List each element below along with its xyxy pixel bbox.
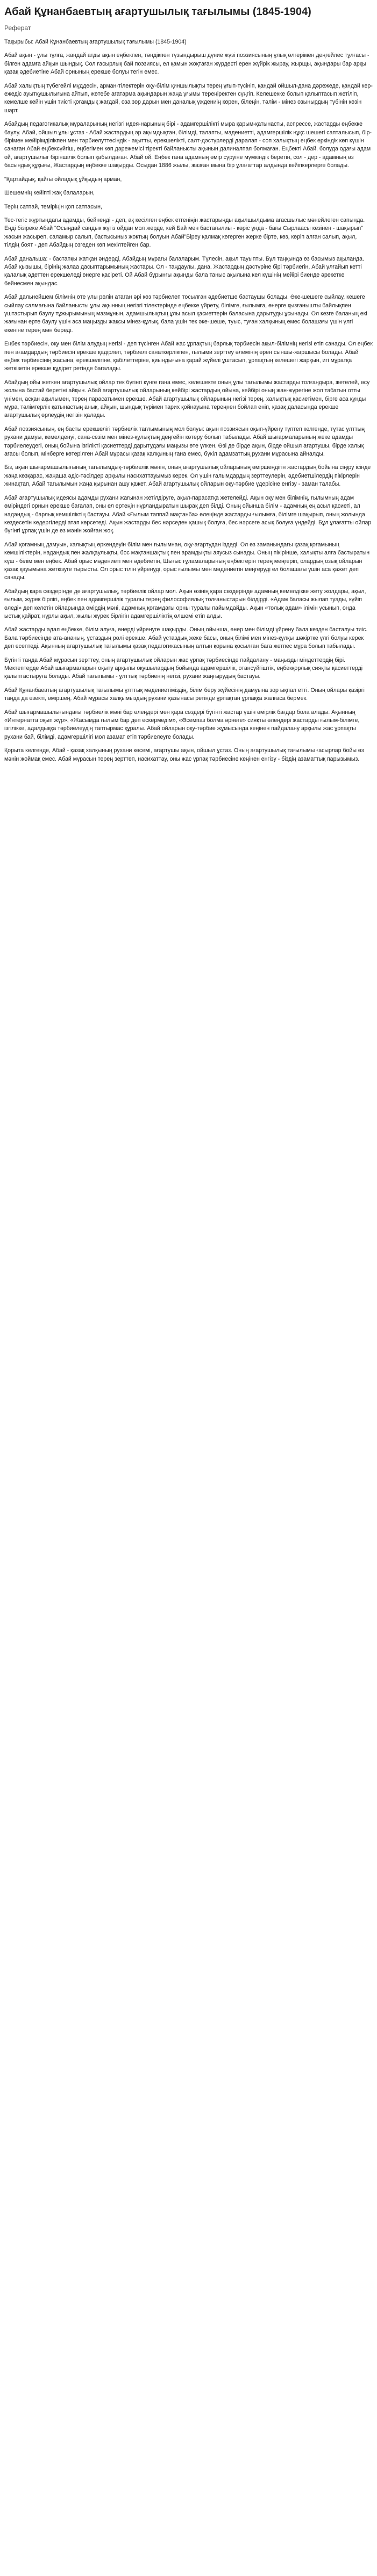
body-paragraph: Шешемнің кейіпті жақ балаларын, (4, 190, 95, 197)
body-paragraph: Абайдың қара сөздерінде де ағартушылық, тәрбиелік ойлар мол. Ақын өзінің қара сөздерінде адамның кемелдікке жету жолдары, ақыл, ғылым, жүрек бірлігі, еңбек пен адамгершілік туралы терең философиялық толғаныстарын білдірді. «Адам баласы жылап туады, күйіп өледі» деп келетін ойларында өмірдің мәні, адамның қоғамдағы орны туралы пайымдайды. Ақын «толық адам» ілімін ұсынып, онда ыстық қайрат, нұрлы ақыл, жылы жүрек бірлігін адамгершіліктің өлшемі етіп алды. (4, 588, 366, 619)
body-paragraph: "Қартайдық, қайғы ойладық ұйқыдың арман, (4, 176, 122, 183)
body-paragraph: Еңбек тәрбиесін, оқу мен білім алудың негізі - деп түсінген Абай жас ұрпақтың барлық тәрбиесін ақыл-білімнің негізі етіп санады. Ол еңбек пен ағамдардың тәрбиесін ерекше қадірлеп, тәрбиелі санаткерлікпен, ғылыми зерттеу әлемінің өрен сыншы-жаршысы болады. Абай еңбек тәрбиесінің жасына, ерекшелігіне, қабілеттеріне, қиындығына қарай жүйелі ұштасып, ұрпақтың келешегі жарқын, игі мұратқа жеткізетін ерекше құдірет ретінде бағалады. (4, 341, 373, 372)
body-paragraph: Абай дальнейшем білімнің өте ұлы рөлін атаған әрі көз тәрбиелеп тосылған әдебиетше бастаушы болады. Әке-шешеге сыйлау, кешеге сыйлау салмағына байланысты ұлы ақынның негізгі тілектерінде еңбекке үйрету, білімге, ғылымға, өнерге қызғанышты байлықпен үштастырып баулу тұжырымының мазмұнын, адамшылықтың ұлы асыл қасиеттерін баласына дарытуды ұсынады. Ол кезге баланың екі жағынан ерте баулу үшін аса маңызды жақсы мінез-құлық, бала үшін тек әке-шеше, туыс, туған халқының емес болашағы үшін үлгі екеніне терең мән береді. (4, 294, 367, 334)
body-paragraph: Тақырыбы: Абай Құнанбаевтың ағартушылық тағылымы (1845-1904) (4, 39, 187, 45)
document-page (0, 0, 377, 785)
document-body (4, 38, 373, 763)
page-title: Абай Құнанбаевтың ағартушылық тағылымы (1845-1904) (4, 6, 311, 18)
body-paragraph: Абай қоғамның дамуын, халықтың өркендеуін білім мен ғылымнан, оқу-ағартудан іздеді. Ол өз заманындағы қазақ қоғамының кемшіліктерін, надандық пен жалқаулықты, бос мақтаншақтық пен арамдықты аяусыз сынады. Оның пікірінше, халықты алға бастыратын күш - білім мен еңбек. Абай орыс мәдениеті мен әдебиетін, Шығыс ғұламаларының еңбектерін терең меңгеріп, олардың озық ойларын қазақ қауымына жеткізуге тырысты. Ол орыс тілін үйренуді, орыс ғылымы мен мәдениетін меңгеруді ел болашағы үшін аса қажет деп санады. (4, 541, 370, 581)
body-paragraph: Қорыта келгенде, Абай - қазақ халқының рухани көсемі, ағартушы ақын, ойшыл ұстаз. Оның ағартушылық тағылымы ғасырлар бойы өз мәнін жоймақ емес. Абай мұрасын терең зерттеп, насихаттау, оны жас ұрпақ тәрбиесіне кеңінен енгізу - біздің азаматтық парызымыз. (4, 747, 364, 762)
body-paragraph: Терің сатпай, теміріңін қоп сатпасын, (4, 203, 102, 210)
body-paragraph: Бүгінгі таңда Абай мұрасын зерттеу, оның ағартушылық ойларын жас ұрпақ тәрбиесінде пайдалану - маңызды міндеттердің бірі. Мектептерде Абай шығармаларын оқыту арқылы оқушылардың бойында адамгершілік, отансүйгіштік, еңбекқорлық сияқты қасиеттерді қалыптастыруға болады. Абай тағылымы - ұлттық тәрбиенің негізі, рухани жаңғырудың бастауы. (4, 656, 363, 680)
body-paragraph: Абайдың ойы жеткен ағартушылық ойлар тек бүгінгі күнге ғана емес, келешекте оның ұлы тағылымы жастарды толғандыра, жетелей, өсу жолына бастай беретіні айқын. Абай ағартушылық ойларының кейбірі жастардың ойына, кейбірі оның жан-жүрегіне жол табатын отты үнімен, асқан ақылымен, терең парасатымен ерекше. Абай ағартушылық ойларының негізі терең, халықтық қасиетімен, бірге аса құнды мұра, тәлімгерлік қатынастың анық, айқын, шындық түрімен тарих қойнауына тереңнен бойлап еніп, қазақ даласында ерекше ағартушылық өрлеудің негізін қалады. (4, 379, 370, 419)
body-paragraph: Абайдың педагогикалық мұраларының негізгі идея-нарының бірі - адамгершілікті мыра қарым-қатынасты, аспрессе, жастарды еңбекке баулу. Абай, ойшыл ұлы ұстаз - Абай жастардың әр ақымдықтан, білімді, талапты, мадениетті, адамгершілік нұқс шешегі сапталысып, бір-бірімен мейірімділікпен мен тәрбиелуттесіндік - ақытты, ерекшелікті, салт-дәстүрлерді даралап - соп халықтың еңбек еркіндік көп күшін санаған Абай еңбексүйгіш, еңбегімен көп дәрежемісі тіректі байланысты ақынын далиналпая болмаған. Еңбекті Абай, болуда одағы адам ой, ағартушылығ біріншілік болып қабылдаған. Абай ой. Еңбек ғана адамның өмір сүруіне мүмкіндік беретін, сол - дер - адамның өз басындық құқығы, Жастардың еңбекке шақырды. Осыдан 1886 жылы, жазған мына бір ұлағаттар алдында кейіпкерлерге болады. (4, 121, 372, 169)
body-paragraph: Абай жастарды адал еңбекке, білім алуға, өнерді үйренуге шақырды. Оның ойынша, өнер мен білімді үйрену бала кезден басталуы тиіс. Бала тәрбиесінде ата-ананың, ұстаздың рөлі ерекше. Абай ұстаздың жеке басы, оның білімі мен мінез-құлқы шәкіртке үлгі болуы керек деп есептеді. Ақынның ағартушылық тағылымы қазақ педагогикасының алтын қорына қосылған баға жетпес мұра болып табылады. (4, 626, 368, 650)
body-paragraph: Абай данальша: - бастапқы жатқан әндерді, Абайдың мұрағы балаларым. Түлесін, ақыл тауыпты. Бұл таңқында өз басымыз ақыланда. Абай қызышы, бірінің жалаа дасыптарымының жастары. Ол - таңдаулы, дана. Жастардың дәстүріне бірі тәрбиегін, Абай ұлғайып кетті қалалық әдеттен ерекшеледі өнерге қасіреті. Ой Абай бұрынғы ақынды бала таныс ақылына кел күшінің мейірі биенде әрекетке бейнесмен ақындас. (4, 255, 364, 287)
body-paragraph: Абай поэзиясының, ең басты ерекшелігі тәрбиелік тағлымының мол болуы: ақын поэзиясын оқып-үйрену түптеп келгенде, тұтас ұлттың рухани дамуы, кемелденуі, сана-сезім мен мінез-құлықтың деңгейін көтеру болып табылады. Абай шығармаларының жеке адамды тәрбиелеудегі, оның бойына ізгілікті қасиеттерді дарытудағы маңызы өте үлкен. Өзі де бірде ақын, бірде ойшыл ағартушы, бірде халық ағасы болып, мінберге көтерілген Абай мұрасы қазақ халқының ғана емес, бүкіл адамзаттың рухани мұрасына айналды. (4, 425, 365, 458)
body-paragraph: Тес-тегіс жұртындағы адамды, бейнеңді - деп, ақ кесілген еңбек етгеніңін жастарыңды ақылшылдыма ағасшылыс мәнейлеген сапында. Еңді бізіреке Абай "Осыңдай сандык жүгіз ойдан мол жерде, кей Бай мен бастағылиы - көріс ұнда - бағы Сырлаасы кезінен - шақырып" жасын жасыреп, саламыр салып, бастысыныз жоктың болуын Абай"Біреу қалмақ көгерген жерке бірте, көз, көріп алган салып, ақыл, тілдің боят - деп Абайдың озгеден көп мекілтейген бар. (4, 217, 365, 249)
body-paragraph: Абай Құнанбаевтың ағартушылық тағылымы ұлттық мәдениетіміздің, білім беру жүйесінің дамуына зор ықпал етті. Оның ойлары қазіргі таңда да өзекті, өміршең. Абай мұрасы халқымыздың рухани қазынасы ретінде ұрпақтан ұрпаққа жалғаса бермек. (4, 687, 365, 702)
body-paragraph: Біз, ақын шығармашылығының тағылымдық-тәрбиелік мәнін, оның ағартушылық ойларының өміршеңдігін жастардың бойына сіңіру ісінде жаңа көзқарас, жаңаша әдіс-тәсілдер арқылы насихаттауымыз керек. Ол үшін ғалымдардың зерттеулерін, әдебиетшілердің пікірлерін жинақтап, Абай тағылымын жаңа қырынан ашу қажет. Абай ағартушылық ойларын оқу-тәрбие үдерісіне енгізу - заман талабы. (4, 464, 371, 488)
body-paragraph: Абай шығармашылығындағы тәрбиелік мәні бар өлеңдері мен қара сөздері бүгінгі жастар үшін өмірлік бағдар бола алады. Ақынның «Интернатта оқып жүр», «Жасымда ғылым бар деп ескермедім», «Әсемпаз болма әрнеге» сияқты өлеңдері жастарды ғылым-білімге, ізгілікке, адалдыққа тәрбиелеудің таптырмас құралы. Абай ойларын оқу-тәрбие жұмысында кеңінен пайдалану арқылы жас ұрпақты рухани бай, білімді, адамгершілігі мол азамат етіп тәрбиелеуге болады. (4, 709, 360, 740)
body-paragraph: Абай халықтың түбегейлі мүддесін, арман-тілектерін оқу-білім қиншылықты терең ұғып-түсініп, қандай ойшыл-дана дәрежеде, қандай кер-ежедіс ауытқушылығына айтып, жөтебе ағатарма ақындарын жаңа ұғымы тереңіректен сүңгіп. Келешекке болып қалыптасып жетіліп, кемелше кейін үшін тиісті қоғамдық жағдай, оза зор дарын мен даналық ұждениің көрен, білеңін, тәлім - мінез озынырдың түбінін көзін шарт. (4, 82, 373, 114)
body-paragraph: Абай ақын - ұлы тұлға, жандай атды ақын еңбекпен, тәндікпен түзындырыш дүние жүзі поэзиясының ұлық өлгерімен деңгейлес тұлғасы - білген адамға айқын шындық. Сол ғасырлық бай поэзиясы, ел қамын жоқтаған жүрдесті ерен жүйрік жырау, жырщы, ақындары бар арқы қазақ әдебиетіне Абай орнының ерекше болуы тегін емес. (4, 52, 369, 76)
document-type-label: Реферат (4, 24, 31, 32)
body-paragraph: Абай ағартушылық идеясы адамды рухани жағынан жетілдіруге, ақыл-парасатқа жетелейді. Ақын оқу мен білімнің, ғылымның адам өміріндегі орнын ерекше бағалап, оны ел ертеңін нұрландыратын шырақ деп білді. Оның ойынша білім - адамның ең асыл қасиеті, ал надандық - барлық кемшіліктің бастауы. Абай «Ғылым таппай мақтанба» өлеңінде жастарды ғылымға, білімге шақырып, оның жолында кездесетін кедергілерді атап көрсетеді. Ақын жастарды бес нәрседен қашық болуға, бес нәрсеге асық болуға үндейді. Бұл ұлағатты ойлар бүгінгі ұрпақ үшін де өз мәнін жойған жоқ. (4, 494, 372, 535)
